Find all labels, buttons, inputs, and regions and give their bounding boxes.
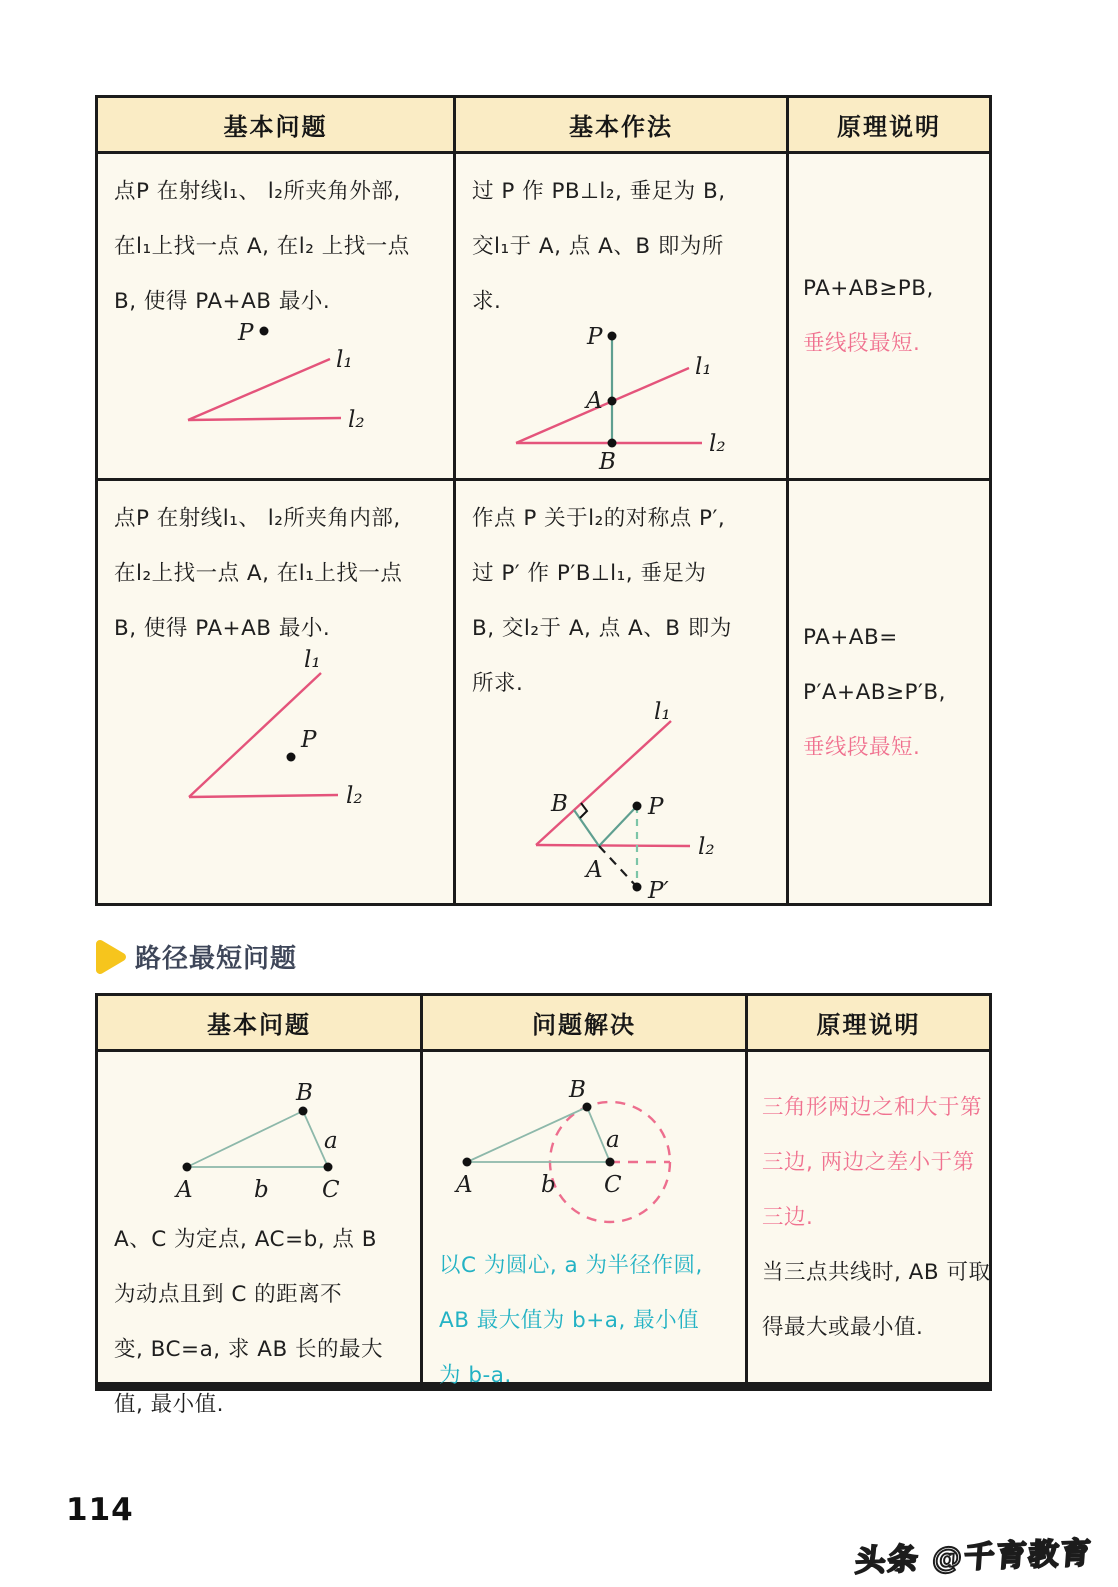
principle-line-pink: 垂线段最短.: [803, 734, 921, 760]
t1r2-method-cell: [456, 481, 786, 903]
t1r1-method-cell: [456, 154, 786, 478]
text-line: 在l₂上找一点 A, 在l₁上找一点: [114, 561, 403, 586]
watermark: 头条 @千育教育: [853, 1535, 1094, 1580]
text-line: 点P 在射线l₁、 l₂所夹角内部,: [114, 506, 401, 531]
problem-text: [98, 154, 453, 329]
label-P: P: [587, 324, 603, 350]
text-line-cyan: 以C 为圆心, a 为半径作圆,: [439, 1253, 703, 1278]
text-line: 值, 最小值.: [114, 1392, 225, 1417]
label-l2: l₂: [348, 407, 365, 433]
label-A: A: [586, 857, 603, 883]
table2-header-principle: [748, 996, 989, 1049]
text-line: 点P 在射线l₁、 l₂所夹角外部,: [114, 179, 401, 204]
label-A: A: [176, 1177, 193, 1203]
label-A: A: [586, 388, 603, 414]
table-shortest-path: [95, 993, 992, 1417]
label-P-prime: P′: [648, 878, 669, 904]
label-B: B: [599, 449, 616, 475]
problem-text: [98, 481, 453, 656]
principle-line: PA+AB=: [803, 624, 898, 650]
table1-header-problem: [98, 98, 453, 151]
text-line: 变, BC=a, 求 AB 长的最大: [114, 1337, 384, 1362]
method-text: [456, 481, 786, 711]
label-B: B: [296, 1080, 313, 1106]
t1r2-principle-cell: [789, 481, 989, 903]
table2-header-problem: [98, 996, 420, 1049]
principle-line: PA+AB≥PB,: [803, 276, 934, 301]
label-l1: l₁: [695, 354, 712, 380]
t1r2-problem-cell: [98, 481, 453, 903]
label-a: a: [324, 1128, 338, 1154]
header-label: 原理说明: [816, 1011, 921, 1039]
text-line-cyan: 为 b-a.: [439, 1363, 512, 1388]
label-P: P: [648, 794, 664, 820]
page-number: 114: [66, 1492, 134, 1528]
text-line: B, 使得 PA+AB 最小.: [114, 616, 331, 641]
label-b: b: [254, 1177, 269, 1203]
solution-text: [423, 1052, 745, 1403]
label-l1: l₁: [304, 647, 321, 673]
point-A: [608, 397, 617, 406]
label-l1: l₁: [654, 699, 671, 725]
t1r1-problem-cell: [98, 154, 453, 478]
label-P: P: [301, 727, 317, 753]
header-label: 基本问题: [223, 113, 328, 141]
text-line: 在l₁上找一点 A, 在l₂ 上找一点: [114, 234, 410, 259]
label-B: B: [569, 1077, 586, 1103]
text-line: 过 P′ 作 P′B⊥l₁, 垂足为: [472, 561, 707, 586]
label-P: P: [238, 320, 254, 346]
header-label: 原理说明: [837, 113, 941, 141]
point-P: [608, 332, 617, 341]
header-label: 基本问题: [207, 1011, 311, 1039]
text-line: B, 使得 PA+AB 最小.: [114, 289, 331, 314]
principle-line-pink: 三角形两边之和大于第: [762, 1094, 983, 1120]
table1-header-principle: [789, 98, 989, 151]
t2-principle-cell: [748, 1052, 989, 1382]
point-P: [633, 802, 642, 811]
section-header: [95, 938, 297, 975]
principle-line-pink: 三边, 两边之差小于第: [762, 1149, 975, 1175]
label-B: B: [551, 791, 568, 817]
label-C: C: [322, 1177, 340, 1203]
text-line-cyan: AB 最大值为 b+a, 最小值: [439, 1308, 700, 1333]
text-line: 为动点且到 C 的距离不: [114, 1282, 343, 1307]
text-line: 所求.: [472, 671, 524, 696]
text-line: 作点 P 关于l₂的对称点 P′,: [472, 506, 726, 531]
text-line: 交l₁于 A, 点 A、B 即为所: [472, 234, 724, 259]
t2-problem-cell: [98, 1052, 420, 1417]
label-C: C: [604, 1172, 622, 1198]
label-l1: l₁: [336, 347, 353, 373]
table1-header-method: [456, 98, 786, 151]
problem-text: [98, 1052, 420, 1432]
principle-line: P′A+AB≥P′B,: [803, 679, 946, 705]
text-line: 求.: [472, 289, 502, 314]
table-basic-problems: [95, 95, 992, 906]
method-text: [456, 154, 786, 329]
t1r1-principle-cell: [789, 154, 989, 478]
label-l2: l₂: [709, 431, 726, 457]
principle-line-pink: 三边.: [762, 1204, 814, 1230]
label-A: A: [456, 1172, 473, 1198]
point-P-prime: [633, 883, 642, 892]
label-l2: l₂: [346, 783, 363, 809]
header-label: 基本作法: [569, 113, 673, 141]
text-line: 过 P 作 PB⊥l₂, 垂足为 B,: [472, 179, 726, 204]
label-a: a: [606, 1127, 620, 1153]
label-b: b: [541, 1172, 556, 1198]
header-label: 问题解决: [532, 1011, 636, 1039]
point-B: [608, 439, 617, 448]
principle-line: 当三点共线时, AB 可取: [762, 1259, 991, 1285]
text-line: A、C 为定点, AC=b, 点 B: [114, 1227, 377, 1252]
point-P: [287, 753, 296, 762]
label-l2: l₂: [698, 834, 715, 860]
t2-solution-cell: [423, 1052, 745, 1388]
principle-line-pink: 垂线段最短.: [803, 331, 921, 356]
principle-line: 得最大或最小值.: [762, 1314, 924, 1340]
yellow-arrow-icon: [95, 939, 127, 975]
table2-header-solution: [423, 996, 745, 1049]
section-title: 路径最短问题: [135, 944, 298, 974]
text-line: B, 交l₂于 A, 点 A、B 即为: [472, 616, 732, 641]
